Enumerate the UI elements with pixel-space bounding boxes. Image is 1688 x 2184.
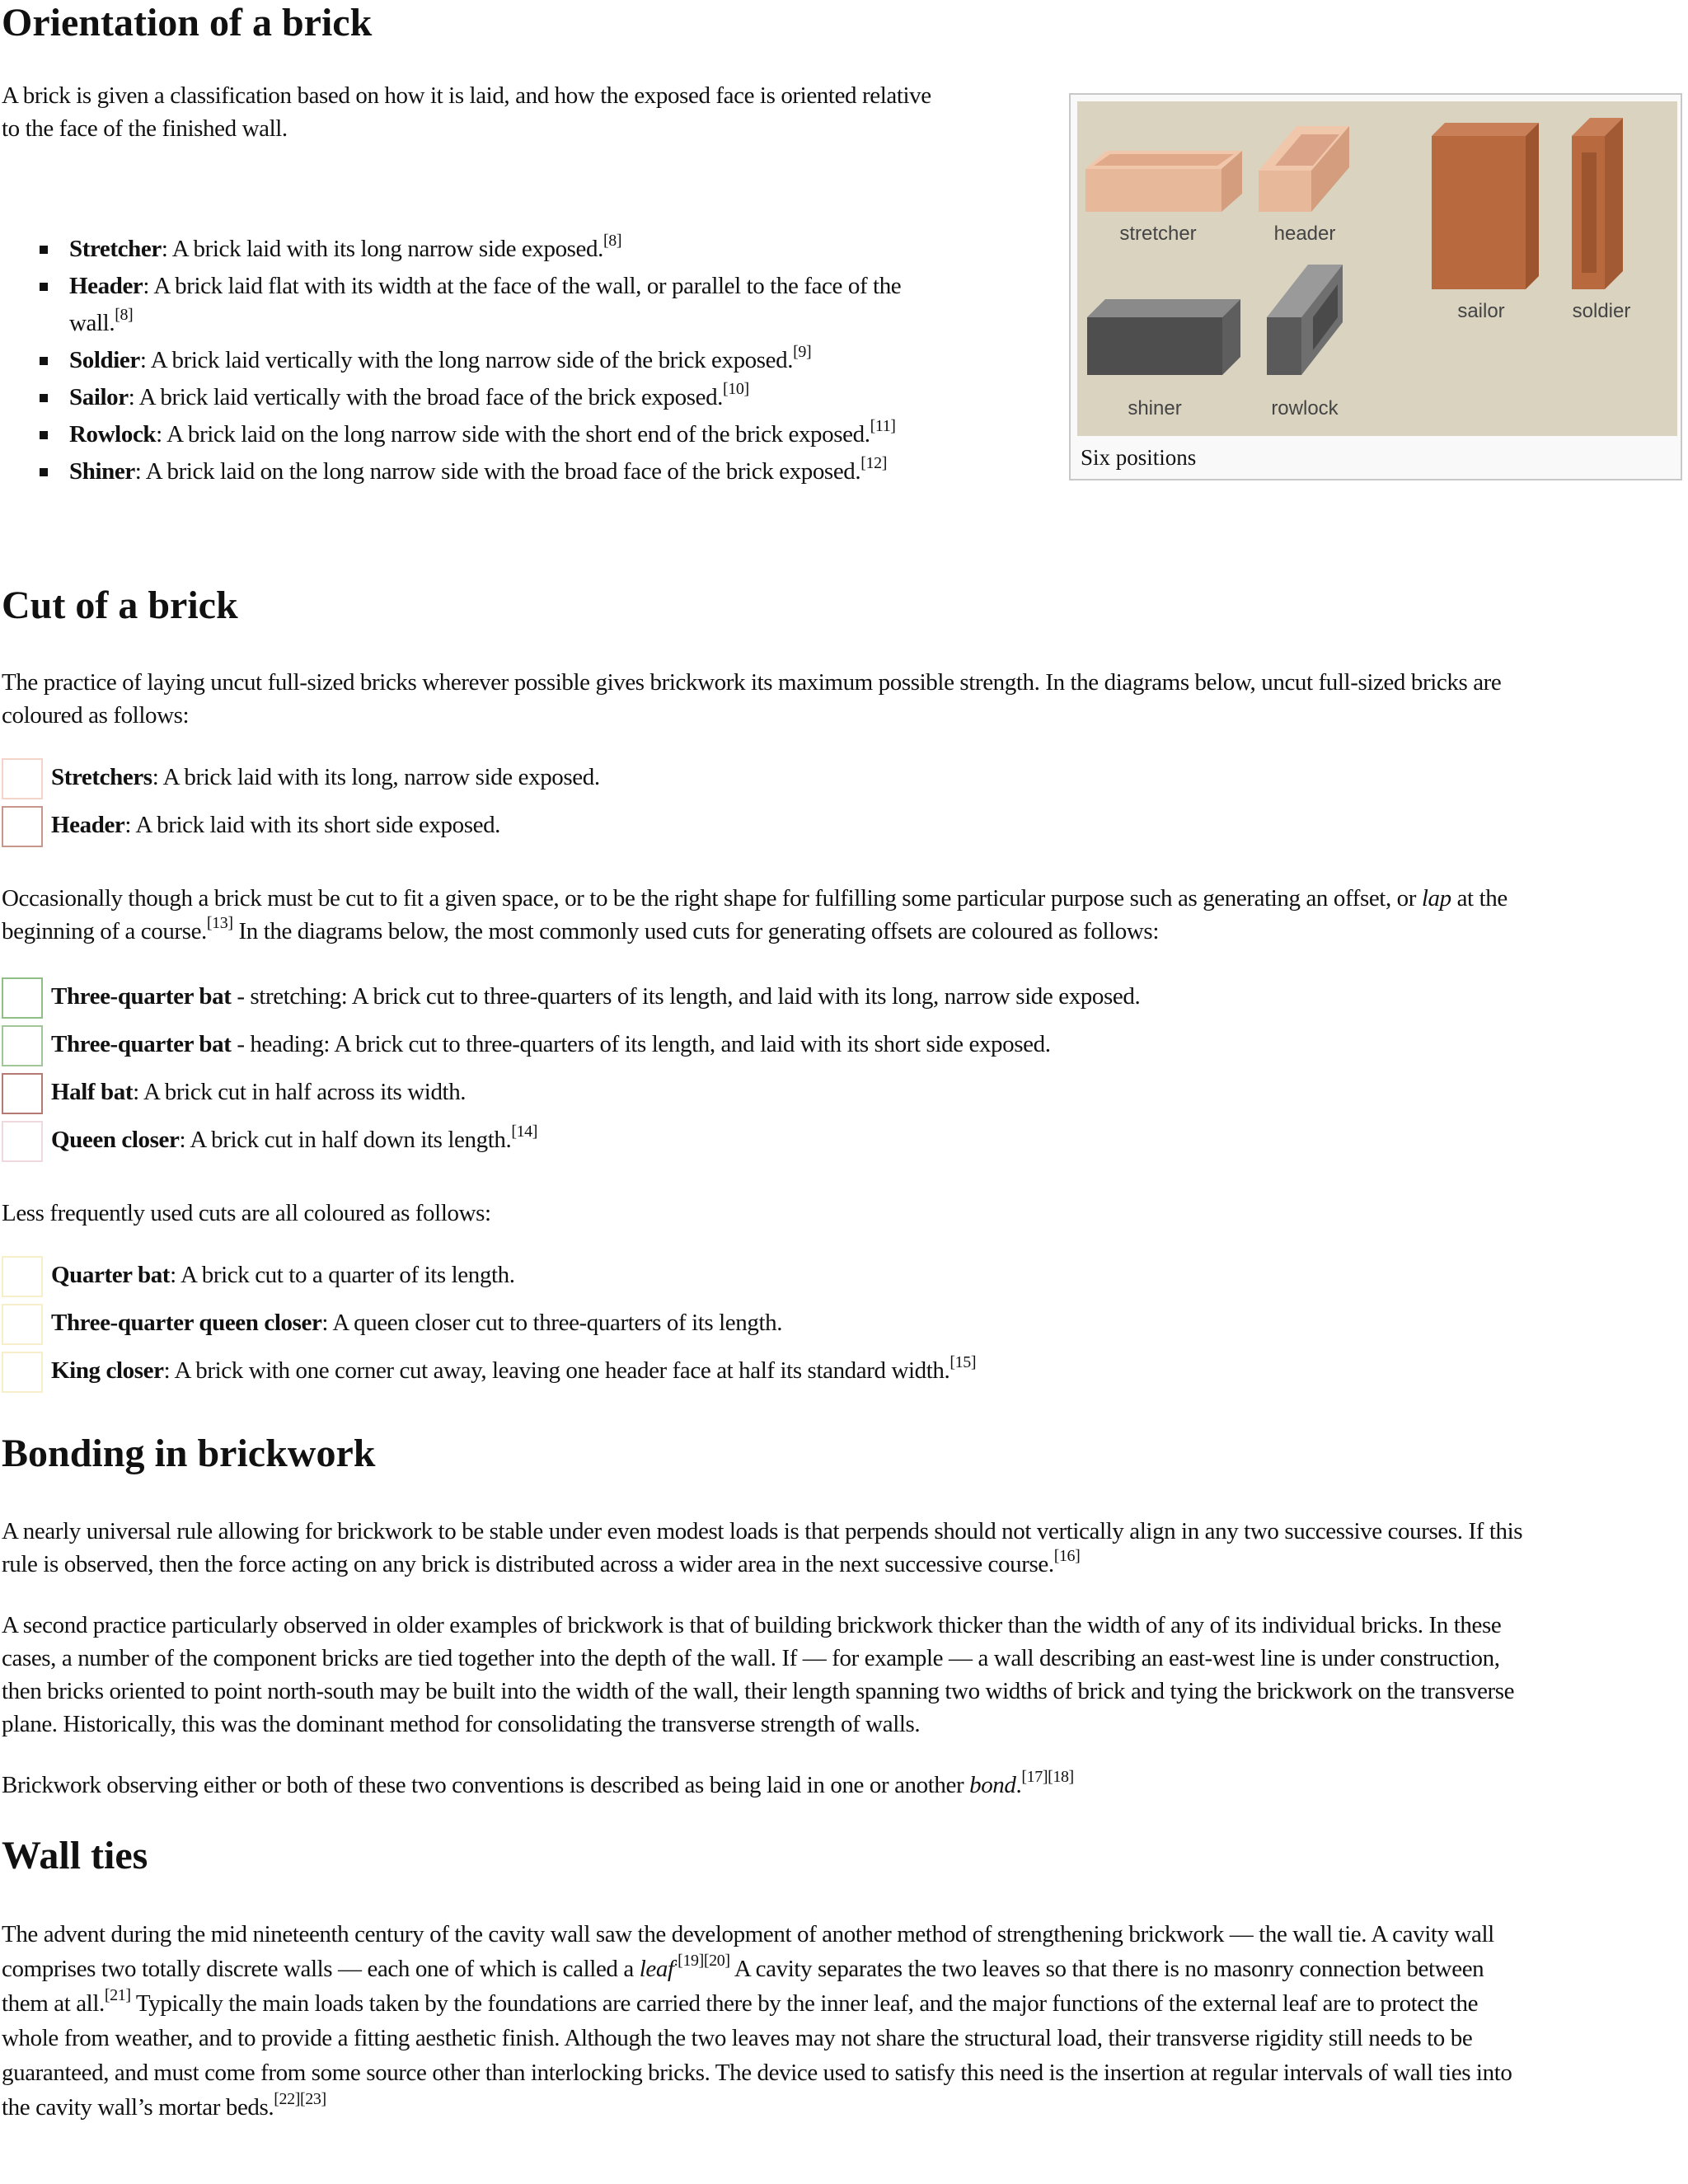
orientation-intro-line1: A brick is given a classification based on how it is laid, and how the exposed face is oriented relative xyxy=(2,82,931,109)
heading-orientation: Orientation of a brick xyxy=(2,1,373,45)
term-lap: lap xyxy=(1421,885,1451,912)
definition: : A brick laid vertically with the broad face of the brick exposed. xyxy=(128,384,724,410)
term: Three-quarter bat xyxy=(51,983,232,1010)
soldier-brick-icon xyxy=(1572,118,1623,289)
text: The advent during the mid nineteenth century of the cavity wall saw the development of another method of strengthening brickwork — the wall tie. A cavity wall xyxy=(2,1921,1494,1947)
legend-text xyxy=(51,761,600,794)
definition: : A brick cut to a quarter of its length. xyxy=(170,1262,515,1288)
text: Occasionally though a brick must be cut to fit a given space, or to be the right shape for fulfilling some particular purpose such as generating an offset, or xyxy=(2,885,1422,912)
reference-link[interactable]: [16] xyxy=(1053,1547,1081,1566)
text: Typically the main loads taken by the foundations are carried there by the inner leaf, and the major functions of the external leaf are to protect the xyxy=(130,1990,1479,2017)
definition: : A brick cut in half down its length. xyxy=(179,1127,512,1153)
less-intro: Less frequently used cuts are all coloured as follows: xyxy=(2,1200,491,1226)
legend-text xyxy=(51,1076,466,1108)
reference-link[interactable]: [13] xyxy=(206,914,233,933)
definition: : A queen closer cut to three-quarters of its length. xyxy=(321,1310,783,1336)
bullet-icon xyxy=(40,468,48,476)
bonding-p1 xyxy=(2,1515,1683,1581)
term: Quarter bat xyxy=(51,1262,171,1288)
legend-queen-closer xyxy=(0,1121,1681,1164)
definition: : A brick laid on the long narrow side with the broad face of the brick exposed. xyxy=(134,458,861,485)
cut-intro-line1: The practice of laying uncut full-sized bricks wherever possible gives brickwork its maximum possible strength. In the diagrams below, uncut full-sized bricks are xyxy=(2,669,1502,696)
label-shiner: shiner xyxy=(1128,397,1182,419)
text: them at all. xyxy=(2,1990,105,2017)
definition: : A brick cut in half across its width. xyxy=(133,1079,467,1105)
stretcher-brick-icon xyxy=(1085,151,1242,212)
text: Brickwork observing either or both of these two conventions is described as being laid in one or another xyxy=(2,1772,970,1798)
term-sailor: Sailor xyxy=(69,384,129,410)
term-leaf: leaf xyxy=(639,1956,674,1982)
reference-link[interactable]: [12] xyxy=(860,454,887,473)
term: Three-quarter queen closer xyxy=(51,1310,322,1336)
legend-three-quarter-bat-heading xyxy=(0,1025,1681,1068)
swatch-half-bat xyxy=(2,1073,43,1114)
definition-cont: wall. xyxy=(69,310,115,336)
shiner-brick-icon xyxy=(1087,299,1240,375)
text: cases, a number of the component bricks are tied together into the depth of the wall. If — for example — a wall describing an east-west line is under construction, xyxy=(2,1645,1500,1671)
text: guaranteed, and must come from some source other than interlocking bricks. The device used to satisfy this need is the insertion at regular intervals of wall ties into xyxy=(2,2060,1512,2086)
heading-bonding: Bonding in brickwork xyxy=(2,1432,376,1475)
list-item-sailor xyxy=(33,379,1030,416)
label-stretcher: stretcher xyxy=(1119,223,1197,245)
reference-link[interactable]: [22][23] xyxy=(274,2090,326,2109)
text: beginning of a course. xyxy=(2,918,207,944)
swatch-three-quarter-bat-stretching xyxy=(2,977,43,1019)
reference-link[interactable]: [10] xyxy=(723,380,749,399)
bullet-icon xyxy=(40,394,48,402)
term: Half bat xyxy=(51,1079,134,1105)
label-rowlock: rowlock xyxy=(1271,397,1339,419)
orientation-intro-line2: to the face of the finished wall. xyxy=(2,115,288,142)
text: In the diagrams below, the most commonly used cuts for generating offsets are coloured as follows: xyxy=(232,918,1159,944)
text: A second practice particularly observed in older examples of brickwork is that of building brickwork thicker than the width of any of its individual bricks. In these xyxy=(2,1612,1502,1638)
bonding-p3 xyxy=(2,1769,1683,1802)
list-item-header xyxy=(33,268,1030,342)
reference-link[interactable]: [15] xyxy=(950,1353,977,1372)
cut-intro-line2: coloured as follows: xyxy=(2,702,190,729)
brick-positions-image[interactable] xyxy=(1077,101,1677,436)
term-header: Header xyxy=(69,273,143,299)
definition: - stretching: A brick cut to three-quarters of its length, and laid with its long, narrow side exposed. xyxy=(231,983,1141,1010)
text: the cavity wall’s mortar beds. xyxy=(2,2094,274,2121)
reference-link[interactable]: .[19][20] xyxy=(673,1952,730,1971)
bullet-icon xyxy=(40,357,48,365)
reference-link[interactable]: [14] xyxy=(511,1122,538,1141)
definition: : A brick laid with its long narrow side exposed. xyxy=(161,236,603,262)
text: at the xyxy=(1451,885,1507,912)
swatch-queen-closer xyxy=(2,1121,43,1162)
legend-three-quarter-queen-closer xyxy=(0,1304,1681,1347)
cut-para2 xyxy=(2,882,1683,948)
definition: : A brick laid with its long, narrow side exposed. xyxy=(152,764,600,790)
term-rowlock: Rowlock xyxy=(69,421,157,448)
text: A cavity separates the two leaves so that there is no masonry connection between xyxy=(729,1956,1484,1982)
text: rule is observed, then the force acting on any brick is distributed across a wider area in the next successive course. xyxy=(2,1551,1054,1577)
figure-caption: Six positions xyxy=(1081,445,1197,470)
figure-six-positions xyxy=(1069,93,1682,480)
list-item-shiner xyxy=(33,453,1030,490)
term: Queen closer xyxy=(51,1127,180,1153)
text: comprises two totally discrete walls — each one of which is called a xyxy=(2,1956,640,1982)
swatch-quarter-bat xyxy=(2,1256,43,1297)
label-header: header xyxy=(1273,223,1336,245)
definition: : A brick laid on the long narrow side with the short end of the brick exposed. xyxy=(156,421,870,448)
legend-stretchers xyxy=(0,758,1681,801)
legend-text xyxy=(51,1354,976,1387)
definition: : A brick with one corner cut away, leaving one header face at half its standard width. xyxy=(163,1357,950,1384)
text: . xyxy=(1015,1772,1022,1798)
reference-link[interactable]: [8] xyxy=(603,232,622,251)
heading-wall-ties: Wall ties xyxy=(2,1834,148,1877)
reference-link[interactable]: [8] xyxy=(115,306,134,325)
term: Stretchers xyxy=(51,764,152,790)
list-item-soldier xyxy=(33,342,1030,379)
legend-header xyxy=(0,806,1681,849)
legend-text xyxy=(51,1028,1051,1061)
definition: : A brick laid vertically with the long narrow side of the brick exposed. xyxy=(139,347,794,373)
legend-text xyxy=(51,1306,782,1339)
swatch-stretchers xyxy=(2,758,43,799)
cut-intro xyxy=(2,666,1683,732)
swatch-header xyxy=(2,806,43,847)
term: King closer xyxy=(51,1357,164,1384)
legend-three-quarter-bat-stretching xyxy=(0,977,1681,1020)
swatch-king-closer xyxy=(2,1352,43,1393)
legend-king-closer xyxy=(0,1352,1681,1394)
reference-link[interactable]: [9] xyxy=(793,343,812,362)
reference-link[interactable]: [17][18] xyxy=(1021,1768,1074,1787)
reference-link[interactable]: [11] xyxy=(870,417,896,436)
list-item-rowlock xyxy=(33,416,1030,453)
legend-quarter-bat xyxy=(0,1256,1681,1299)
term-shiner: Shiner xyxy=(69,458,135,485)
reference-link[interactable]: [21] xyxy=(104,1986,131,2005)
brick-positions-diagram xyxy=(1077,101,1677,436)
swatch-three-quarter-queen-closer xyxy=(2,1304,43,1345)
definition: : A brick laid flat with its width at the face of the wall, or parallel to the face of the xyxy=(143,273,902,299)
term-bond: bond xyxy=(969,1772,1016,1798)
sailor-brick-icon xyxy=(1432,123,1539,289)
swatch-three-quarter-bat-heading xyxy=(2,1025,43,1066)
legend-text xyxy=(51,808,500,841)
text: then bricks oriented to point north-south may be built into the width of the wall, their length spanning two widths of brick and tying the brickwork on the transverse xyxy=(2,1678,1515,1704)
term: Header xyxy=(51,812,125,838)
bonding-p2 xyxy=(2,1609,1683,1741)
label-sailor: sailor xyxy=(1457,300,1505,322)
label-soldier: soldier xyxy=(1572,300,1631,322)
definition: - heading: A brick cut to three-quarters of its length, and laid with its short side exposed. xyxy=(231,1031,1051,1057)
text: A nearly universal rule allowing for brickwork to be stable under even modest loads is that perpends should not vertically align in any two successive courses. If this xyxy=(2,1518,1523,1544)
text: whole from weather, and to provide a fitting aesthetic finish. Although the two leaves may not share the structural load, their transverse rigidity still needs to be xyxy=(2,2025,1473,2051)
term-soldier: Soldier xyxy=(69,347,140,373)
term-stretcher: Stretcher xyxy=(69,236,162,262)
legend-text xyxy=(51,1123,537,1156)
legend-text xyxy=(51,980,1140,1013)
heading-cut: Cut of a brick xyxy=(2,583,238,627)
wallties-paragraph xyxy=(2,1917,1683,2125)
list-item-stretcher xyxy=(33,231,1030,268)
legend-half-bat xyxy=(0,1073,1681,1116)
text: plane. Historically, this was the dominant method for consolidating the transverse strength of walls. xyxy=(2,1711,921,1737)
term: Three-quarter bat xyxy=(51,1031,232,1057)
bullet-icon xyxy=(40,431,48,439)
legend-text xyxy=(51,1258,515,1291)
bullet-icon xyxy=(40,283,48,291)
orientation-list xyxy=(33,231,1030,490)
definition: : A brick laid with its short side exposed. xyxy=(124,812,501,838)
bullet-icon xyxy=(40,246,48,254)
orientation-intro xyxy=(2,79,1040,145)
